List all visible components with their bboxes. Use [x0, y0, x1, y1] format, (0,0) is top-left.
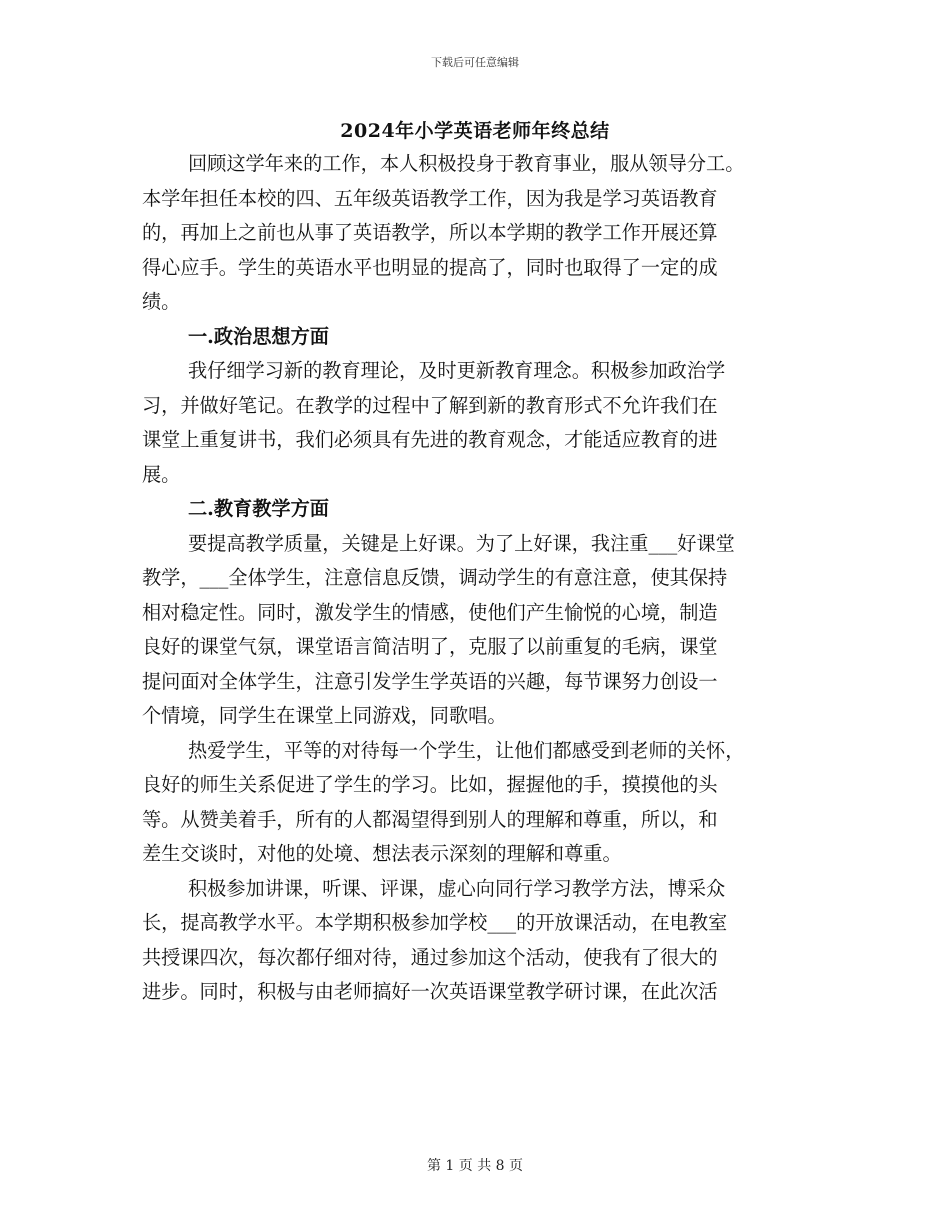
paragraph-line: 绩。 — [142, 290, 181, 313]
paragraph-line: 共授课四次，每次都仔细对待，通过参加这个活动，使我有了很大的 — [142, 945, 718, 969]
paragraph-line: 要提高教学质量，关键是上好课。为了上好课，我注重___好课堂 — [188, 531, 735, 555]
paragraph-line: 良好的师生关系促进了学生的学习。比如，握握他的手，摸摸他的头 — [142, 773, 718, 796]
paragraph-line: 等。从赞美着手，所有的人都渴望得到别人的理解和尊重，所以，和 — [142, 807, 718, 831]
paragraph-line: 相对稳定性。同时，激发学生的情感，使他们产生愉悦的心境，制造 — [142, 600, 718, 624]
paragraph-line: 积极参加讲课，听课、评课，虚心向同行学习教学方法，博采众 — [188, 876, 726, 900]
paragraph-line: 得心应手。学生的英语水平也明显的提高了，同时也取得了一定的成 — [142, 255, 718, 279]
paragraph-line: 回顾这学年来的工作，本人积极投身于教育事业，服从领导分工。 — [188, 152, 745, 175]
paragraph-line: 展。 — [142, 462, 181, 486]
paragraph-line: 差生交谈时，对他的处境、想法表示深刻的理解和尊重。 — [142, 842, 622, 865]
document-title: 2024年小学英语老师年终总结 — [340, 120, 610, 142]
paragraph-line: 个情境，同学生在课堂上同游戏，同歌唱。 — [142, 704, 507, 727]
document-body — [142, 147, 810, 1010]
paragraph-line: 的，再加上之前也从事了英语教学，所以本学期的教学工作开展还算 — [142, 221, 718, 244]
section-heading: 一.政治思想方面 — [188, 324, 329, 348]
paragraph-line: 教学，___全体学生，注意信息反馈，调动学生的有意注意，使其保持 — [142, 566, 728, 589]
paragraph-line: 提问面对全体学生，注意引发学生学英语的兴趣，每节课努力创设一 — [142, 669, 718, 693]
paragraph-line: 我仔细学习新的教育理论，及时更新教育理念。积极参加政治学 — [188, 359, 726, 382]
paragraph-line: 课堂上重复讲书，我们必须具有先进的教育观念，才能适应教育的进 — [142, 428, 718, 451]
header-note: 下载后可任意编辑 — [431, 56, 519, 69]
paragraph-line: 本学年担任本校的四、五年级英语教学工作，因为我是学习英语教育 — [142, 186, 718, 210]
paragraph-line: 良好的课堂气氛，课堂语言简洁明了，克服了以前重复的毛病，课堂 — [142, 635, 718, 658]
paragraph-line: 热爱学生，平等的对待每一个学生，让他们都感受到老师的关怀， — [188, 738, 745, 762]
paragraph-line: 长，提高教学水平。本学期积极参加学校___的开放课活动，在电教室 — [142, 911, 728, 934]
page-number: 第 1 页 共 8 页 — [426, 1158, 524, 1174]
paragraph-line: 进步。同时，积极与由老师搞好一次英语课堂教学研讨课，在此次活 — [142, 980, 718, 1003]
section-heading: 二.教育教学方面 — [188, 497, 329, 520]
paragraph-line: 习，并做好笔记。在教学的过程中了解到新的教育形式不允许我们在 — [142, 393, 718, 417]
